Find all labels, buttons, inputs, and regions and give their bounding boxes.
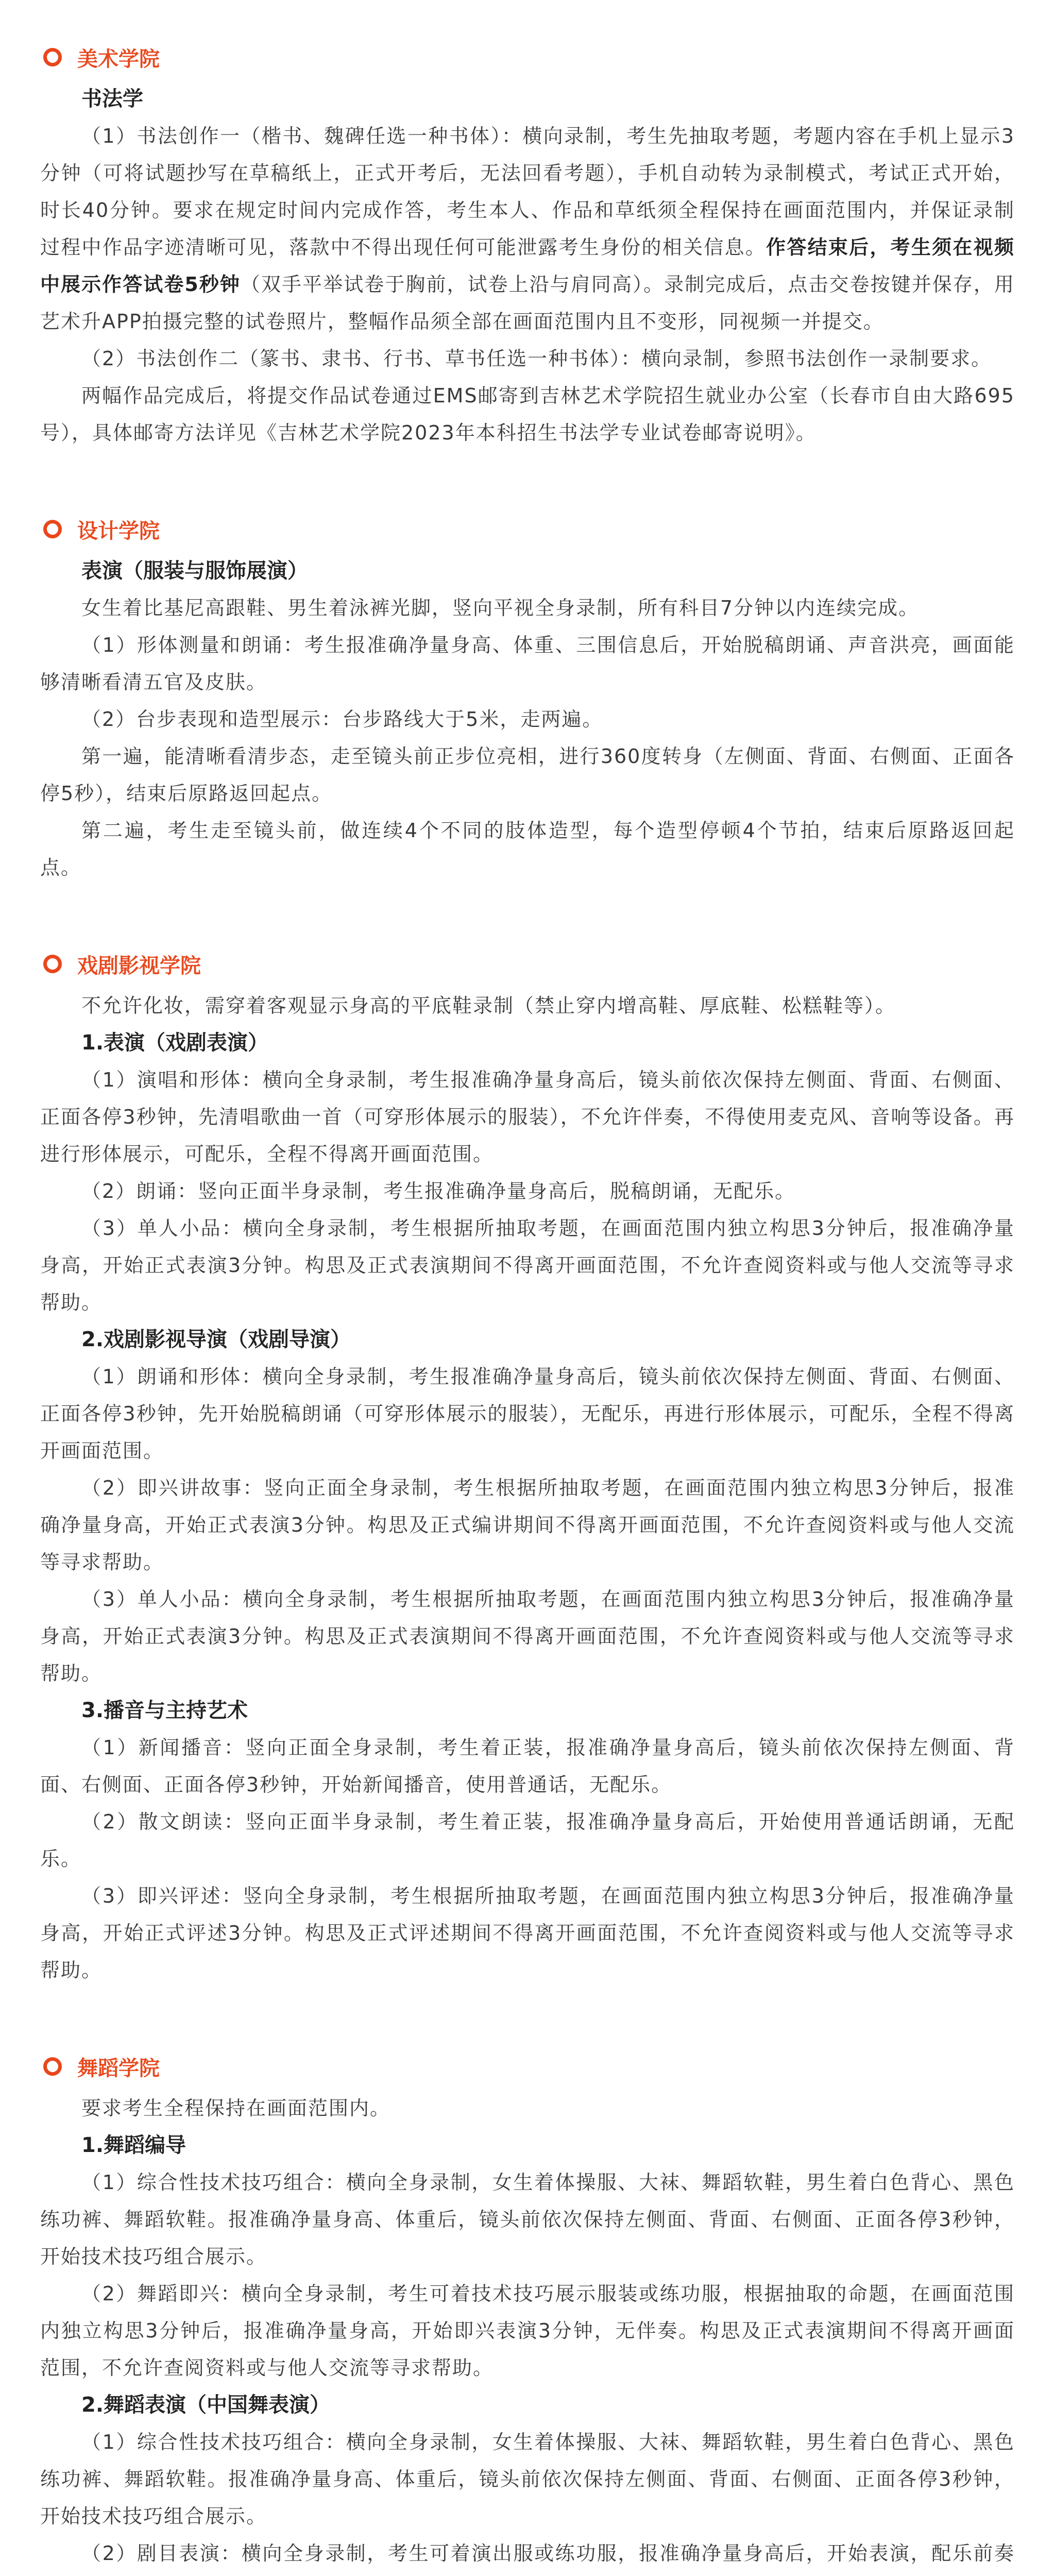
paragraph: 不允许化妆，需穿着客观显示身高的平底鞋录制（禁止穿内增高鞋、厚底鞋、松糕鞋等）。 [81,994,896,1017]
paragraph: 第二遍，考生走至镜头前，做连续4个不同的肢体造型，每个造型停顿4个节拍，结束后原路返回起点。 [40,819,1015,879]
section [40,944,1015,1989]
subsection-title: 1.舞蹈编导 [81,2133,186,2157]
subsection-title: 2.戏剧影视导演（戏剧导演） [81,1328,351,1351]
paragraph [40,117,1015,340]
section-header [40,2046,1015,2087]
paragraph: （3）即兴评述：竖向全身录制，考生根据所抽取考题，在画面范围内独立构思3分钟后，报准确净量身高，开始正式评述3分钟。构思及正式评述期间不得离开画面范围，不允许查阅资料或与他人交流等寻求帮助。 [40,1885,1015,1981]
section-title: 设计学院 [77,519,160,543]
section-title: 美术学院 [77,47,160,71]
subsection-title: 表演（服装与服饰展演） [81,559,308,583]
paragraph-text: （双手平举试卷于胸前，试卷上沿与肩同高）。录制完成后，点击交卷按键并保存，用艺术升APP拍摄完整的试卷照片，整幅作品须全部在画面范围内且不变形，同视频一并提交。 [40,273,1015,333]
circle-bullet-icon [43,48,62,66]
section-title: 戏剧影视学院 [77,954,201,978]
paragraph: （1）新闻播音：竖向正面全身录制，考生着正装，报准确净量身高后，镜头前依次保持左侧面、背面、右侧面、正面各停3秒钟，开始新闻播音，使用普通话，无配乐。 [40,1736,1015,1796]
paragraph: （2）台步表现和造型展示：台步路线大于5米，走两遍。 [81,708,603,731]
section-header [40,944,1015,984]
paragraph: 第一遍，能清晰看清步态，走至镜头前正步位亮相，进行360度转身（左侧面、背面、右侧面、正面各停5秒），结束后原路返回起点。 [40,745,1015,805]
subsection-title: 书法学 [81,87,143,111]
paragraph: （3）单人小品：横向全身录制，考生根据所抽取考题，在画面范围内独立构思3分钟后，报准确净量身高，开始正式表演3分钟。构思及正式表演期间不得离开画面范围，不允许查阅资料或与他人交流等寻求帮助。 [40,1588,1015,1685]
circle-bullet-icon [43,2057,62,2076]
paragraph: （2）剧目表演：横向全身录制，考生可着演出服或练功服，报准确净量身高后，开始表演，配乐前奏 [81,2542,1015,2565]
circle-bullet-icon [43,520,62,538]
paragraph: 要求考生全程保持在画面范围内。 [81,2097,391,2120]
subsection-title: 2.舞蹈表演（中国舞表演） [81,2393,331,2417]
paragraph: （2）舞蹈即兴：横向全身录制，考生可着技术技巧展示服装或练功服，根据抽取的命题，在画面范围内独立构思3分钟后，报准确净量身高，开始即兴表演3分钟，无伴奏。构思及正式表演期间不得离开画面范围，不允许查阅资料或与他人交流等寻求帮助。 [40,2282,1015,2379]
paragraph: （1）形体测量和朗诵：考生报准确净量身高、体重、三围信息后，开始脱稿朗诵、声音洪亮，画面能够清晰看清五官及皮肤。 [40,634,1015,693]
paragraph: （1）朗诵和形体：横向全身录制，考生报准确净量身高后，镜头前依次保持左侧面、背面、右侧面、正面各停3秒钟，先开始脱稿朗诵（可穿形体展示的服装），无配乐，再进行形体展示，可配乐，全程不得离开画面范围。 [40,1365,1015,1462]
subsection-title: 1.表演（戏剧表演） [81,1031,269,1055]
circle-bullet-icon [43,955,62,973]
section [40,2046,1015,2576]
section-title: 舞蹈学院 [77,2056,160,2080]
paragraph: （1）演唱和形体：横向全身录制，考生报准确净量身高后，镜头前依次保持左侧面、背面、右侧面、正面各停3秒钟，先清唱歌曲一首（可穿形体展示的服装），不允许伴奏，不得使用麦克风、音响等设备。再进行形体展示，可配乐，全程不得离开画面范围。 [40,1069,1015,1165]
subsection-title: 3.播音与主持艺术 [81,1699,248,1722]
paragraph: （2）即兴讲故事：竖向正面全身录制，考生根据所抽取考题，在画面范围内独立构思3分钟后，报准确净量身高，开始正式表演3分钟。构思及正式编讲期间不得离开画面范围，不允许查阅资料或与他人交流等寻求帮助。 [40,1477,1015,1573]
section-header [40,509,1015,549]
paragraph: 两幅作品完成后，将提交作品试卷通过EMS邮寄到吉林艺术学院招生就业办公室（长春市自由大路695号），具体邮寄方法详见《吉林艺术学院2023年本科招生书法学专业试卷邮寄说明》。 [40,384,1015,444]
emphasis-text: 作答结束后，考生须在视频中展示作答试卷5秒钟 [40,236,1015,296]
paragraph: （3）单人小品：横向全身录制，考生根据所抽取考题，在画面范围内独立构思3分钟后，报准确净量身高，开始正式表演3分钟。构思及正式表演期间不得离开画面范围，不允许查阅资料或与他人交流等寻求帮助。 [40,1217,1015,1314]
section [40,37,1015,451]
paragraph-text: （1）书法创作一（楷书、魏碑任选一种书体）：横向录制，考生先抽取考题，考题内容在手机上显示3分钟（可将试题抄写在草稿纸上，正式开考后，无法回看考题），手机自动转为录制模式，考试正式开始，时长40分钟。要求在规定时间内完成作答，考生本人、作品和草纸须全程保持在画面范围内，并保证录制过程中作品字迹清晰可见，落款中不得出现任何可能泄露考生身份的相关信息。 [40,125,1015,259]
paragraph: 女生着比基尼高跟鞋、男生着泳裤光脚，竖向平视全身录制，所有科目7分钟以内连续完成。 [81,597,920,619]
paragraph: （2）散文朗读：竖向正面半身录制，考生着正装，报准确净量身高后，开始使用普通话朗诵，无配乐。 [40,1810,1015,1870]
paragraph: （1）综合性技术技巧组合：横向全身录制，女生着体操服、大袜、舞蹈软鞋，男生着白色背心、黑色练功裤、舞蹈软鞋。报准确净量身高、体重后，镜头前依次保持左侧面、背面、右侧面、正面各停3秒钟，开始技术技巧组合展示。 [40,2171,1015,2268]
paragraph: （2）书法创作二（篆书、隶书、行书、草书任选一种书体）：横向录制，参照书法创作一录制要求。 [81,347,992,370]
section [40,509,1015,886]
paragraph: （2）朗诵：竖向正面半身录制，考生报准确净量身高后，脱稿朗诵，无配乐。 [81,1180,796,1202]
section-header [40,37,1015,77]
paragraph: （1）综合性技术技巧组合：横向全身录制，女生着体操服、大袜、舞蹈软鞋，男生着白色背心、黑色练功裤、舞蹈软鞋。报准确净量身高、体重后，镜头前依次保持左侧面、背面、右侧面、正面各停3秒钟，开始技术技巧组合展示。 [40,2431,1015,2528]
